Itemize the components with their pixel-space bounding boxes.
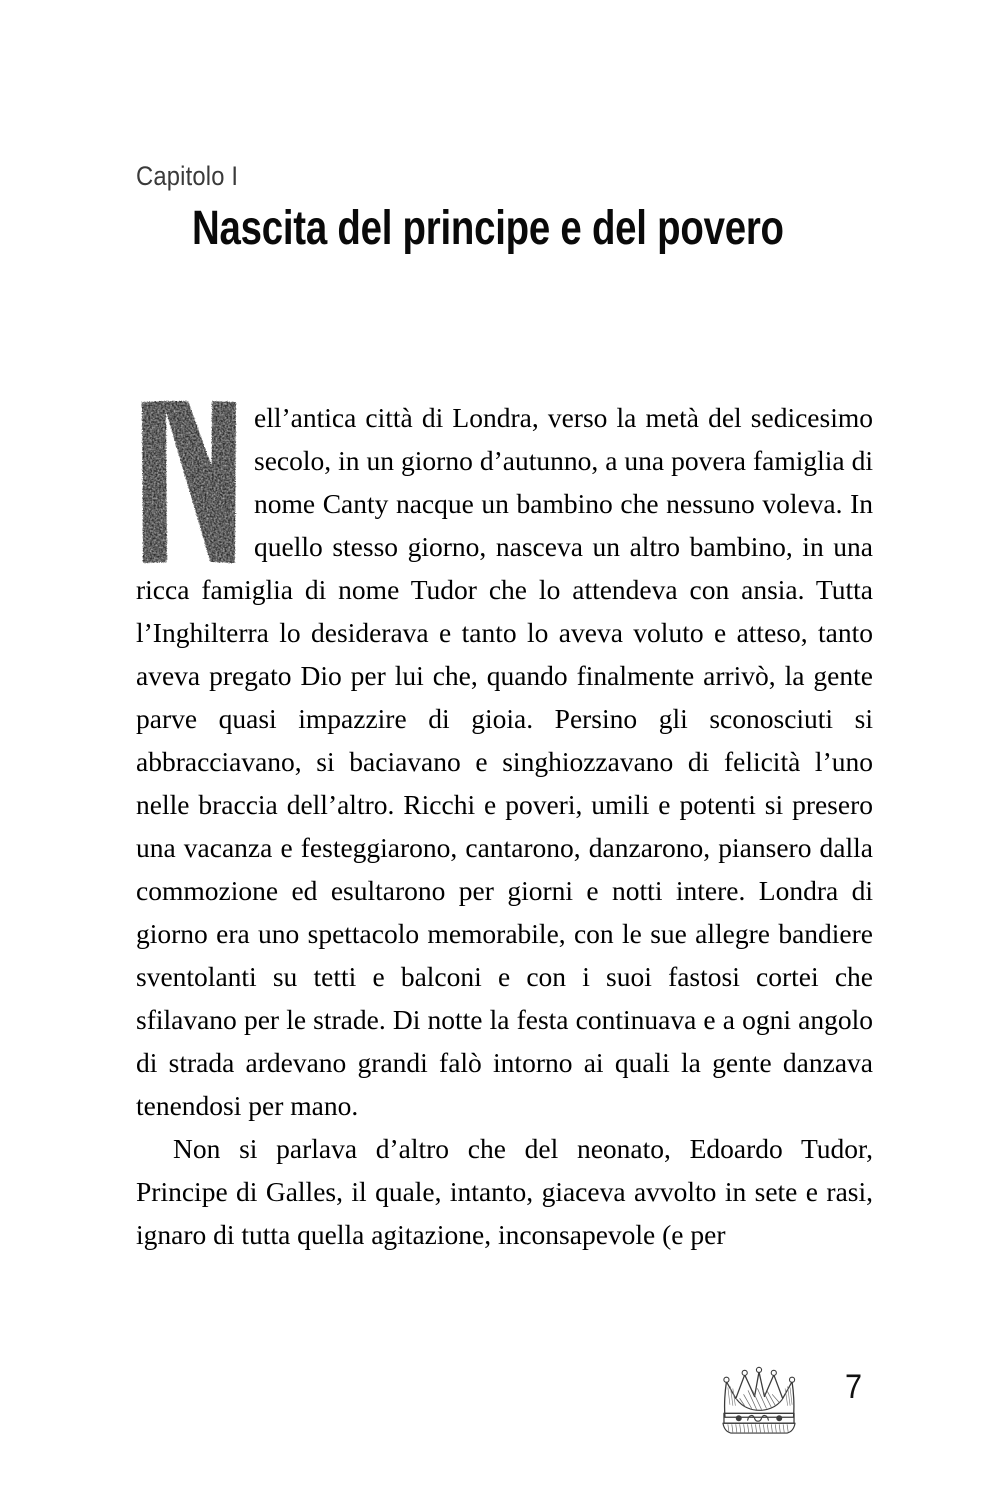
paragraph-1 bbox=[136, 396, 873, 1127]
paragraph-2 bbox=[136, 1127, 873, 1256]
page-number: 7 bbox=[845, 1368, 863, 1406]
page-title: Nascita del principe e del povero bbox=[192, 202, 784, 255]
chapter-label: Capitolo I bbox=[136, 161, 239, 191]
chapter-heading bbox=[136, 163, 876, 254]
paragraph-1-text: ell’antica città di Londra, verso la metà del sedicesimo secolo, in un giorno d’autunno, a una povera famiglia di nome Canty nacque un bambino che nessuno voleva. In quello stesso giorno, nasceva un altro bambino, in una ricca famiglia di nome Tudor che lo attendeva con ansia. Tutta l’Inghilterra lo desiderava e tanto lo aveva voluto e atteso, tanto aveva pregato Dio per lui che, quando finalmente arrivò, la gente parve quasi impazzire di gioia. Persino gli sconosciuti si abbracciavano, si baciavano e singhiozzavano di felicità l’uno nelle braccia dell’altro. Ricchi e poveri, umili e potenti si presero una vacanza e festeggiarono, cantarono, danzarono, piansero dalla commozione ed esultarono per giorni e notti intere. Londra di giorno era uno spettacolo memorabile, con le sue allegre bandiere sventolanti su tetti e balconi e con i suoi fastosi cortei che sfilavano per le strade. Di notte la festa continuava e a ogni angolo di strada ardevano grandi falò intorno ai quali la gente danzava tenendosi per mano. bbox=[136, 402, 873, 1121]
body-text bbox=[136, 396, 873, 1256]
crown-icon bbox=[716, 1362, 802, 1436]
paragraph-2-text: Non si parlava d’altro che del neonato, Edoardo Tudor, Principe di Galles, il quale, intanto, giaceva avvolto in sete e rasi, ignaro di tutta quella agitazione, inconsapevole (e per bbox=[136, 1133, 873, 1250]
drop-cap-n-icon bbox=[136, 398, 240, 566]
page-footer bbox=[0, 1352, 1000, 1472]
